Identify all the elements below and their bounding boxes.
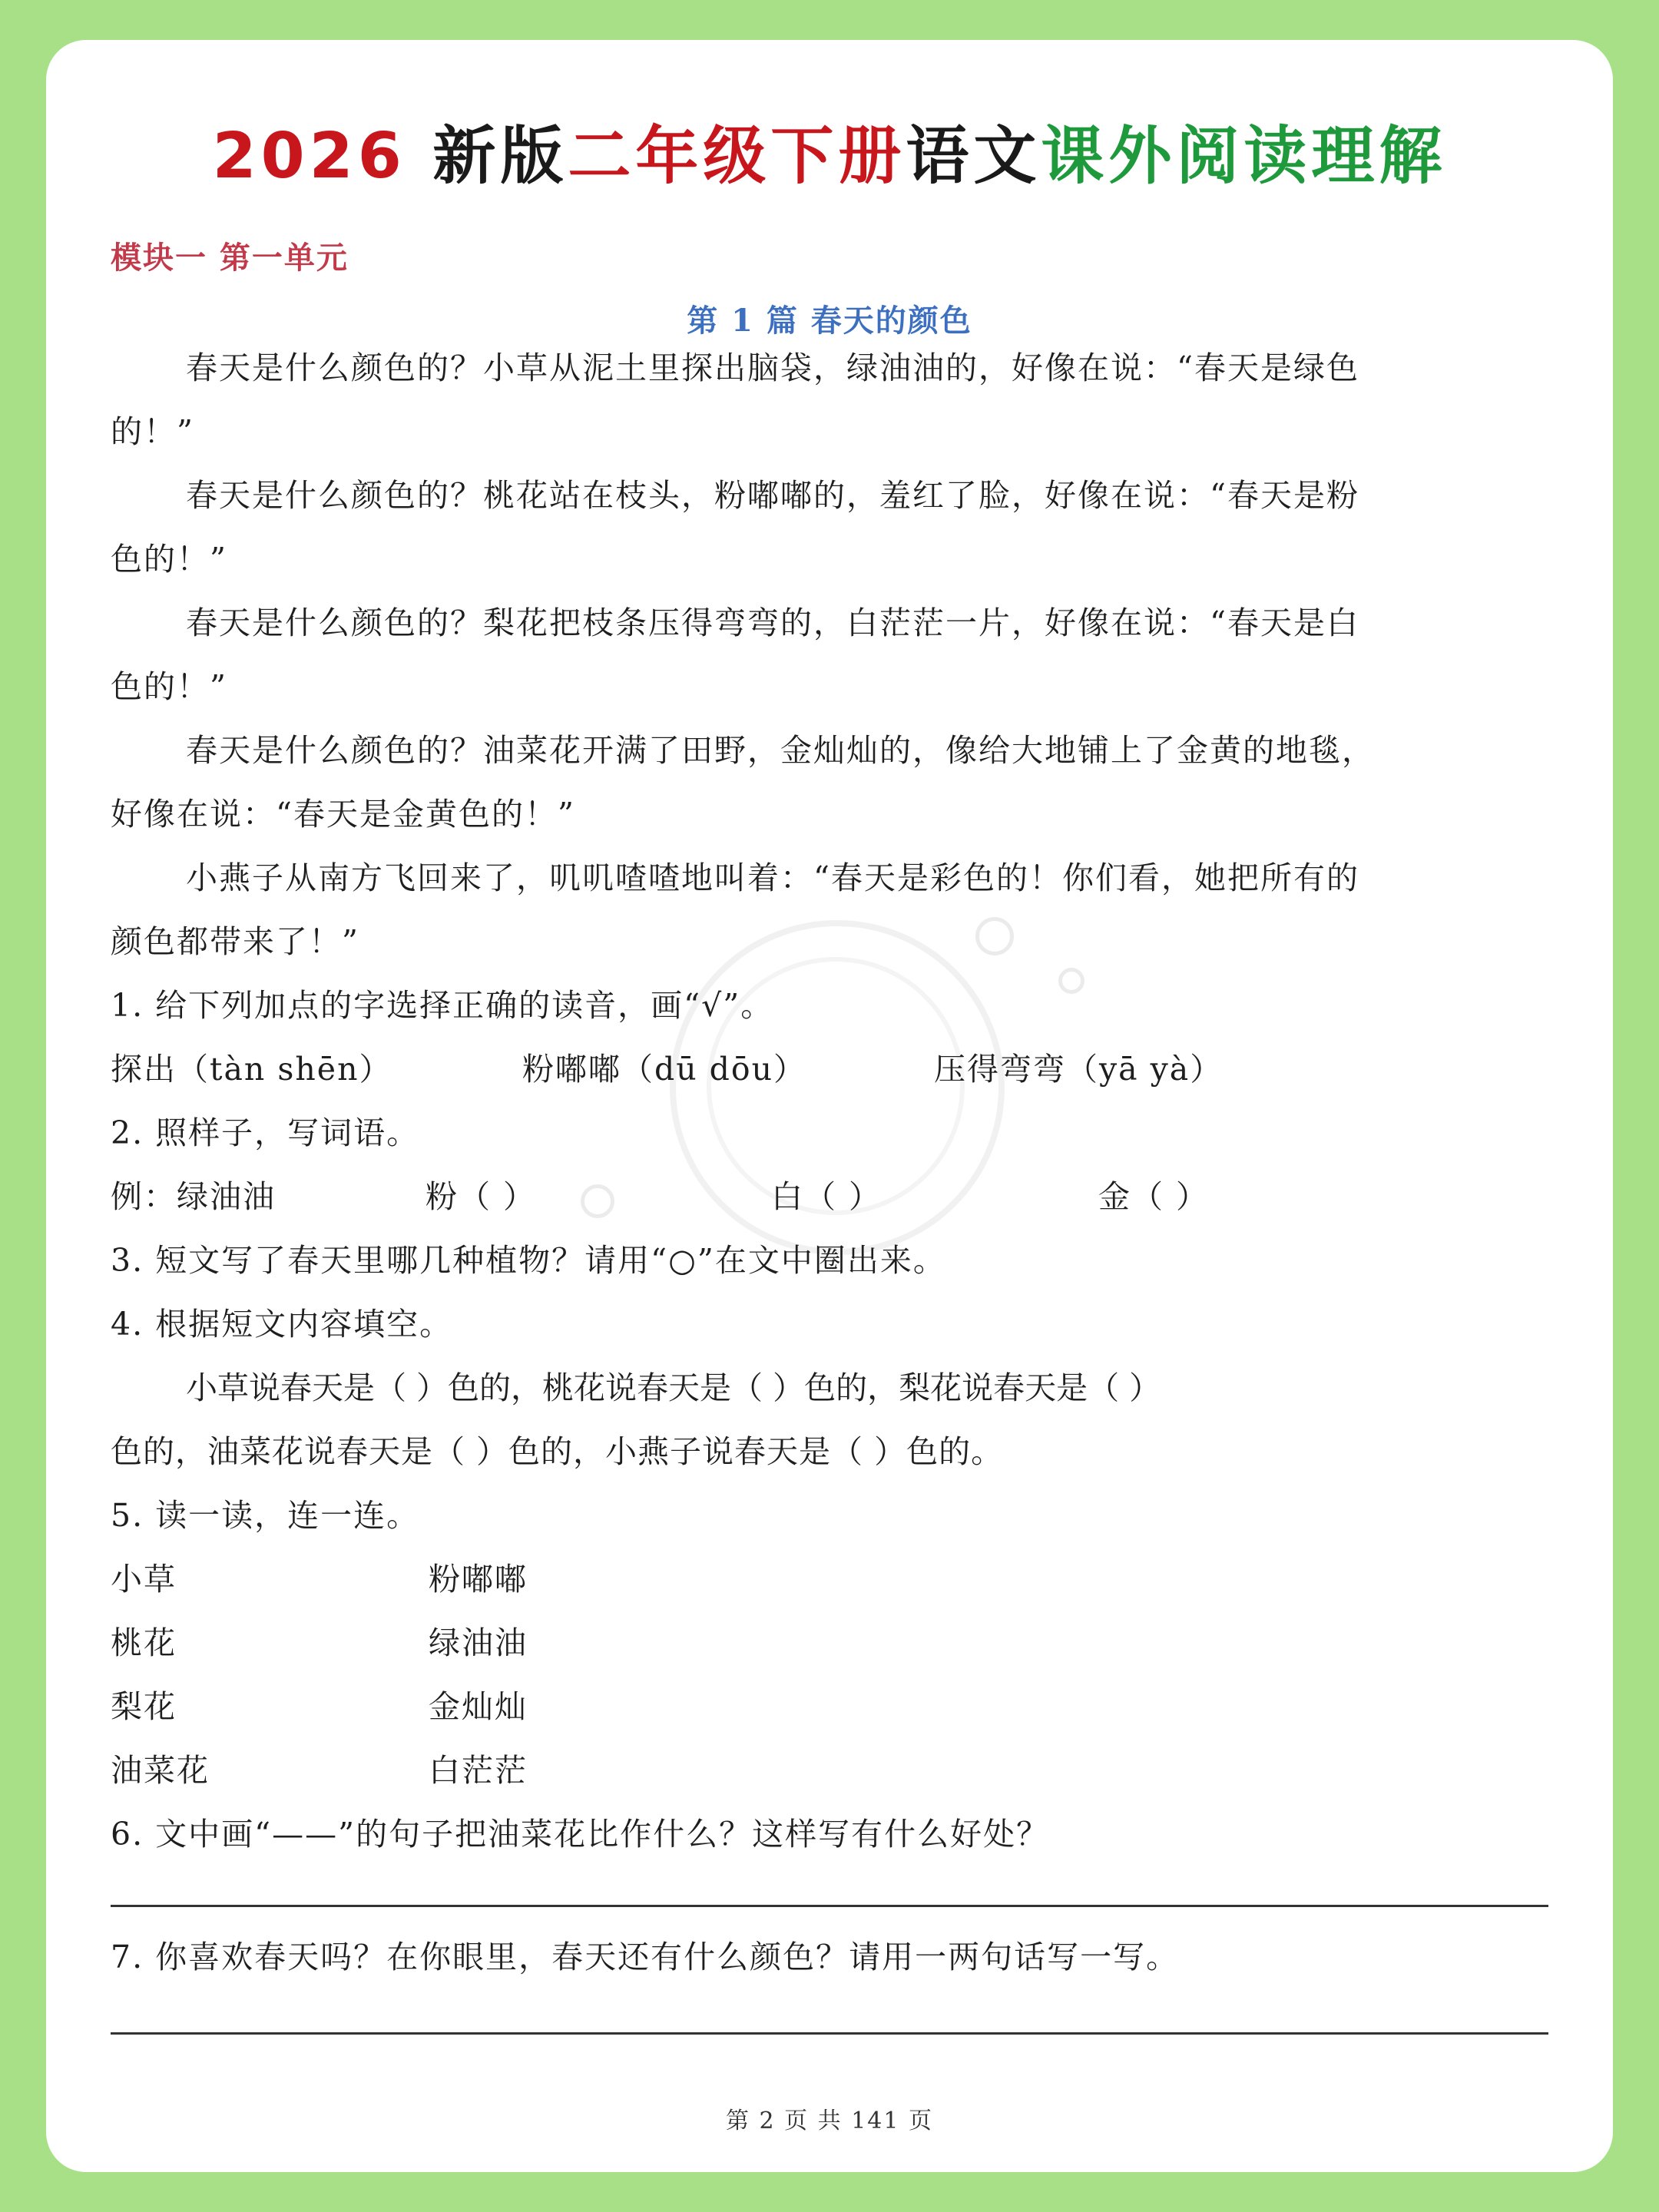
question-4: 4. 根据短文内容填空。: [111, 1306, 453, 1343]
page-title: [46, 118, 1613, 195]
worksheet-page: [46, 40, 1613, 2172]
passage-line: 颜色都带来了！”: [111, 923, 359, 960]
match-left-item[interactable]: 梨花: [111, 1688, 177, 1725]
passage-line: 小燕子从南方飞回来了，叽叽喳喳地叫着：“春天是彩色的！你们看，她把所有的: [186, 859, 1359, 896]
q2-blank-bai[interactable]: 白（ ）: [771, 1178, 882, 1215]
title-grade: 二年级下册: [568, 120, 906, 193]
q1-option-tan-chu[interactable]: 探出（tàn shēn）: [111, 1051, 392, 1088]
question-7: 7. 你喜欢春天吗？在你眼里，春天还有什么颜色？请用一两句话写一写。: [111, 1939, 1180, 1975]
watermark-bubble: [581, 1184, 614, 1218]
match-right-item[interactable]: 粉嘟嘟: [429, 1561, 528, 1598]
passage-line: 的！”: [111, 413, 194, 450]
answer-line-q6[interactable]: [111, 1905, 1548, 1907]
match-left-item[interactable]: 桃花: [111, 1624, 177, 1661]
passage-line: 色的！”: [111, 541, 227, 578]
answer-line-q7[interactable]: [111, 2032, 1548, 2035]
watermark-bubble: [1058, 968, 1084, 994]
q1-option-fen-du-du[interactable]: 粉嘟嘟（dū dōu）: [522, 1051, 807, 1088]
question-3: 3. 短文写了春天里哪几种植物？请用“○”在文中圈出来。: [111, 1242, 946, 1279]
question-1: 1. 给下列加点的字选择正确的读音，画“√”。: [111, 987, 774, 1024]
q1-option-ya-de-wan-wan[interactable]: 压得弯弯（yā yà）: [934, 1051, 1224, 1088]
passage-line: 春天是什么颜色的？桃花站在枝头，粉嘟嘟的，羞红了脸，好像在说：“春天是粉: [186, 477, 1359, 514]
match-right-item[interactable]: 金灿灿: [429, 1688, 528, 1725]
title-subject: 语文: [906, 120, 1041, 193]
module-label: 模块一 第一单元: [111, 240, 349, 276]
q2-blank-fen[interactable]: 粉（ ）: [426, 1178, 537, 1215]
question-6: 6. 文中画“——”的句子把油菜花比作什么？这样写有什么好处？: [111, 1816, 1050, 1853]
q4-fill-line[interactable]: 色的，油菜花说春天是（ ）色的，小燕子说春天是（ ）色的。: [111, 1433, 1004, 1470]
passage-line: 好像在说：“春天是金黄色的！”: [111, 796, 575, 833]
match-left-item[interactable]: 油菜花: [111, 1752, 210, 1789]
title-year: 2026: [212, 120, 406, 193]
passage-line: 春天是什么颜色的？油菜花开满了田野，金灿灿的，像给大地铺上了金黄的地毯，: [186, 732, 1375, 769]
title-edition: 新版: [432, 120, 568, 193]
title-topic: 课外阅读理解: [1041, 120, 1447, 193]
passage-line: 色的！”: [111, 668, 227, 705]
q2-example: 例：绿油油: [111, 1178, 276, 1215]
passage-title: 第 1 篇 春天的颜色: [687, 303, 972, 339]
question-2: 2. 照样子，写词语。: [111, 1114, 420, 1151]
passage-line: 春天是什么颜色的？梨花把枝条压得弯弯的，白茫茫一片，好像在说：“春天是白: [186, 604, 1359, 641]
match-right-item[interactable]: 白茫茫: [429, 1752, 528, 1789]
page-number-footer: 第 2 页 共 141 页: [725, 2108, 934, 2134]
q4-fill-line[interactable]: 小草说春天是（ ）色的，桃花说春天是（ ）色的，梨花说春天是（ ）: [186, 1369, 1161, 1406]
question-5: 5. 读一读，连一连。: [111, 1497, 420, 1534]
watermark-bubble: [975, 917, 1014, 955]
q2-blank-jin[interactable]: 金（ ）: [1098, 1178, 1210, 1215]
match-left-item[interactable]: 小草: [111, 1561, 177, 1598]
match-right-item[interactable]: 绿油油: [429, 1624, 528, 1661]
passage-line: 春天是什么颜色的？小草从泥土里探出脑袋，绿油油的，好像在说：“春天是绿色: [186, 349, 1359, 386]
